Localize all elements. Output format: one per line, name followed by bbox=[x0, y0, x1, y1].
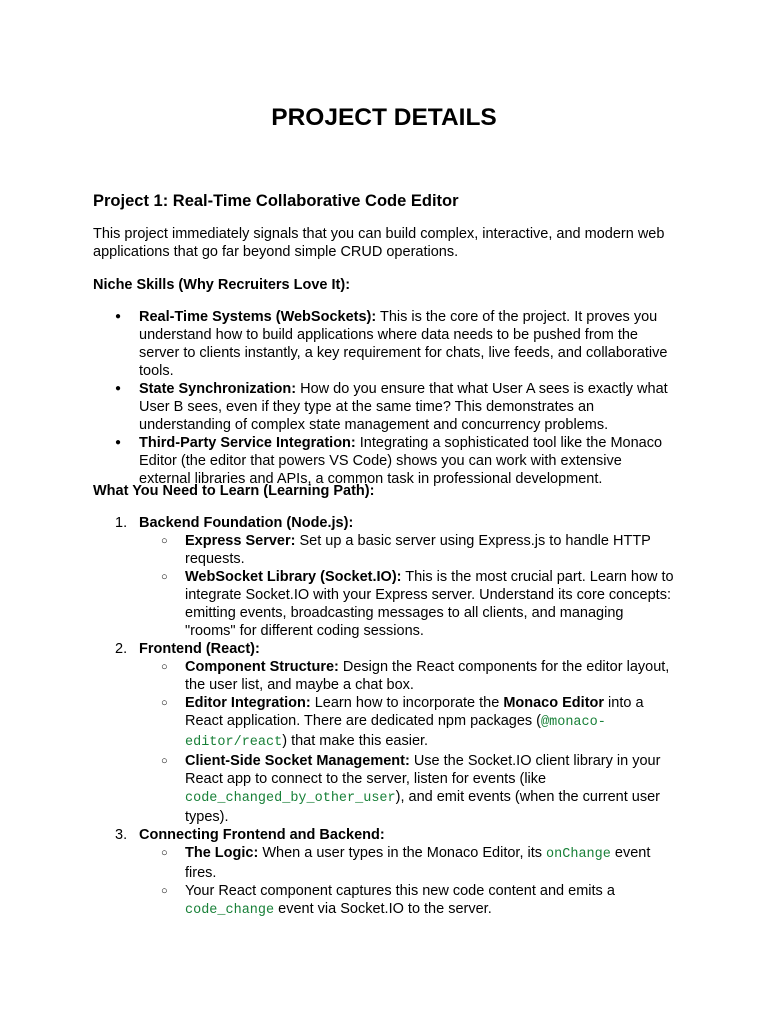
item-term: State Synchronization: bbox=[139, 381, 297, 397]
learning-path-label: What You Need to Learn (Learning Path): bbox=[93, 483, 375, 499]
step-title: Frontend (React): bbox=[139, 641, 260, 657]
list-item bbox=[93, 308, 674, 380]
learning-path-list bbox=[93, 514, 683, 920]
sub-item bbox=[93, 844, 675, 882]
item-text: This is the core of the project. It proves you understand how to build applications where data needs to be pushed from the server to clients instantly, a key requirement for chats, live feeds, and collaborative tools. bbox=[139, 309, 668, 379]
step-number: 2. bbox=[115, 641, 128, 657]
page-title: PROJECT DETAILS bbox=[271, 104, 497, 131]
project-intro: This project immediately signals that you can build complex, interactive, and modern web applications that go far beyond simple CRUD operations. bbox=[93, 226, 665, 260]
sub-text: This is the most crucial part. Learn how to integrate Socket.IO with your Express server. Understand its core concepts: emitting events, broadcasting messages to all clients, and managing "rooms" for different coding sessions. bbox=[185, 569, 674, 639]
sub-text: Use the Socket.IO client library in your React app to connect to the server, listen for events (like bbox=[185, 753, 661, 787]
sub-item bbox=[93, 752, 675, 826]
sub-text: event via Socket.IO to the server. bbox=[274, 901, 492, 917]
sub-term: Client-Side Socket Management: bbox=[185, 753, 410, 769]
sub-text: Learn how to incorporate the bbox=[310, 695, 504, 711]
item-term: Third-Party Service Integration: bbox=[139, 435, 356, 451]
item-text: Integrating a sophisticated tool like the Monaco Editor (the editor that powers VS Code) shows you can work with extensive external libraries and APIs, a common task in professional development. bbox=[139, 435, 663, 487]
sub-term: Editor Integration: bbox=[185, 695, 311, 711]
list-item bbox=[93, 434, 674, 488]
sub-text: ) that make this easier. bbox=[282, 733, 429, 749]
sub-list bbox=[139, 532, 683, 640]
bold-phrase: Monaco Editor bbox=[503, 695, 605, 711]
niche-skills-list bbox=[93, 308, 683, 488]
step-number: 1. bbox=[115, 515, 128, 531]
list-item bbox=[93, 380, 674, 434]
sub-term: Component Structure: bbox=[185, 659, 339, 675]
sub-text: into a React application. There are dedicated npm packages ( bbox=[185, 695, 644, 729]
sub-list bbox=[139, 844, 683, 920]
sub-term: The Logic: bbox=[185, 845, 259, 861]
sub-item bbox=[93, 658, 675, 694]
step-item bbox=[93, 514, 683, 640]
sub-text: Design the React components for the editor layout, the user list, and maybe a chat box. bbox=[185, 659, 670, 693]
step-item bbox=[93, 826, 683, 920]
sub-item bbox=[93, 694, 675, 752]
inline-code: code_changed_by_other_user bbox=[185, 791, 396, 806]
sub-term: Express Server: bbox=[185, 533, 296, 549]
inline-code: onChange bbox=[546, 847, 611, 862]
sub-text: ), and emit events (when the current user types). bbox=[185, 789, 660, 825]
step-number: 3. bbox=[115, 827, 128, 843]
sub-item bbox=[93, 532, 675, 568]
sub-text: When a user types in the Monaco Editor, its bbox=[258, 845, 547, 861]
sub-text: Set up a basic server using Express.js to handle HTTP requests. bbox=[185, 533, 651, 567]
sub-text: event fires. bbox=[185, 845, 651, 881]
niche-skills-label: Niche Skills (Why Recruiters Love It): bbox=[93, 277, 351, 293]
sub-item bbox=[93, 882, 675, 920]
sub-text: Your React component captures this new code content and emits a bbox=[185, 883, 615, 899]
step-title: Backend Foundation (Node.js): bbox=[139, 515, 354, 531]
step-title: Connecting Frontend and Backend: bbox=[139, 827, 385, 843]
inline-code: code_change bbox=[185, 903, 275, 918]
item-term: Real-Time Systems (WebSockets): bbox=[139, 309, 377, 325]
step-item bbox=[93, 640, 683, 826]
sub-list bbox=[139, 658, 683, 826]
project-heading: Project 1: Real-Time Collaborative Code Editor bbox=[93, 192, 459, 210]
item-text: How do you ensure that what User A sees is exactly what User B sees, even if they type at the same time? This demonstrates an understanding of complex state management and concurrency problems. bbox=[139, 381, 668, 433]
sub-term: WebSocket Library (Socket.IO): bbox=[185, 569, 402, 585]
inline-code: @monaco-editor/react bbox=[185, 715, 606, 750]
sub-item bbox=[93, 568, 675, 640]
